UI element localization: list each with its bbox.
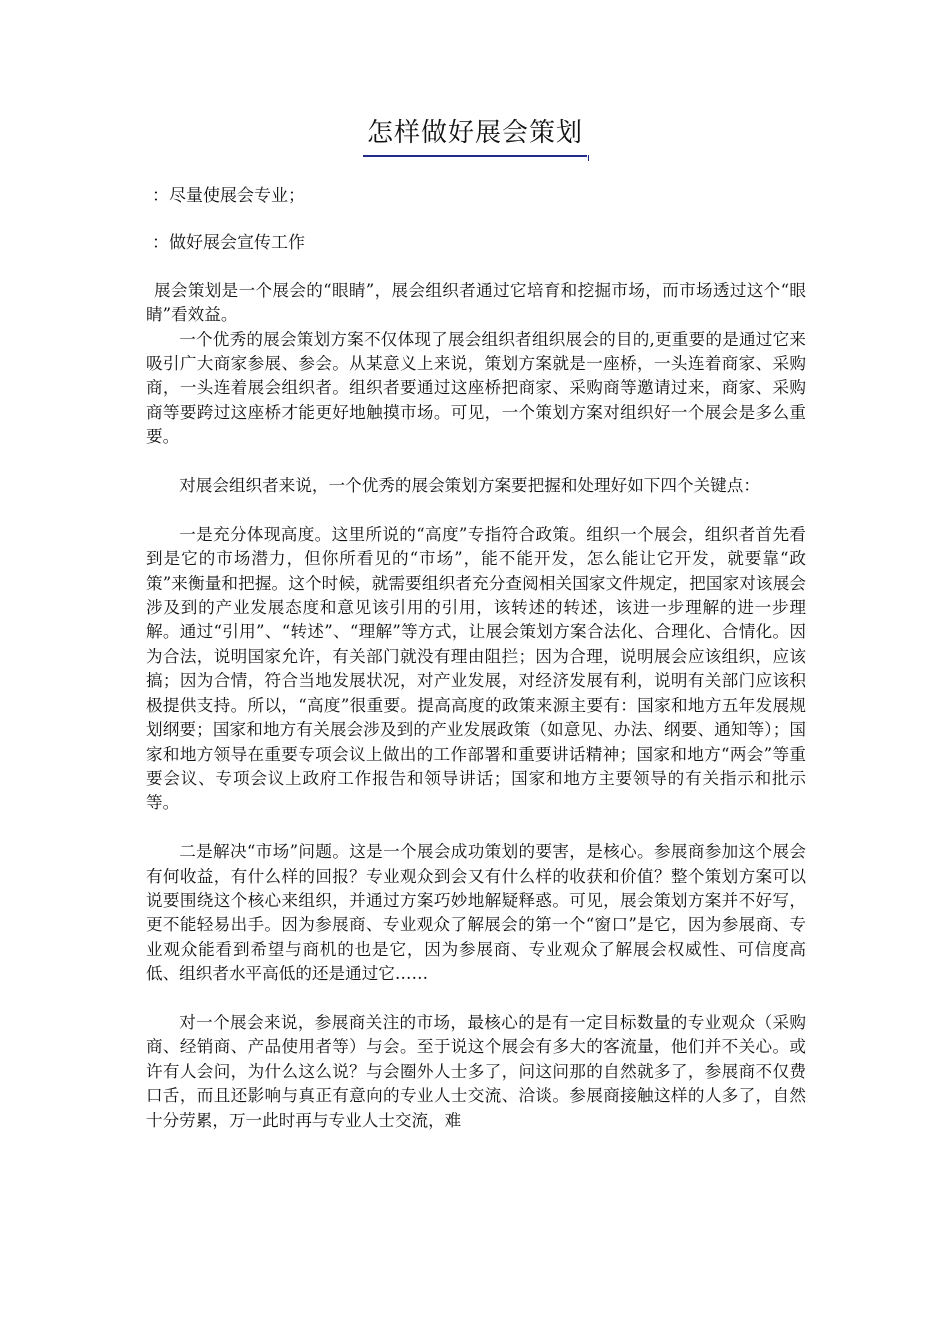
paragraph-gap (146, 987, 806, 1011)
document-body (146, 184, 806, 1133)
paragraph-gap (146, 498, 806, 522)
title-underline-mark (588, 155, 589, 161)
title-block (0, 112, 950, 157)
paragraph-gap (146, 450, 806, 474)
bullet-item-1: ：尽量使展会专业； (152, 186, 305, 206)
paragraph-3: 对展会组织者来说，一个优秀的展会策划方案要把握和处理好如下四个关键点： (179, 476, 760, 496)
paragraph-2: 一个优秀的展会策划方案不仅体现了展会组织者组织展会的目的,更重要的是通过它来吸引广大商家参展、参会。从某意义上来说，策划方案就是一座桥，一头连着商家、采购商，一头连着展会组织者。组织者要通过这座桥把商家、采购商等邀请过来，商家、采购商等要跨过这座桥才能更好地触摸市场。可见，一个策划方案对组织好一个展会是多么重要。 (146, 329, 806, 447)
bullet-item-2: ：做好展会宣传工作 (152, 233, 305, 254)
paragraph-6: 对一个展会来说，参展商关注的市场，最核心的是有一定目标数量的专业观众（采购商、经销商、产品使用者等）与会。至于说这个展会有多大的客流量，他们并不关心。或许有人会问，为什么这么说？与会圈外人士多了，问这问那的自然就多了，参展商不仅费口舌，而且还影响与真正有意向的专业人士交流、洽谈。参展商接触这样的人多了，自然十分劳累，万一此时再与专业人士交流，难 (146, 1012, 806, 1130)
paragraph-4: 一是充分体现高度。这里所说的“高度”专指符合政策。组织一个展会，组织者首先看到是它的市场潜力，但你所看见的“市场”，能不能开发，怎么能让它开发，就要靠“政策”来衡量和把握。这个时候，就需要组织者充分查阅相关国家文件规定，把国家对该展会涉及到的产业发展态度和意见该引用的引用，该转述的转述，该进一步理解的进一步理解。通过“引用”、“转述”、“理解”等方式，让展会策划方案合法化、合理化、合情化。因为合法，说明国家允许，有关部门就没有理由阻拦；因为合理，说明展会应该组织，应该搞；因为合情，符合当地发展状况，对产业发展，对经济发展有利，说明有关部门应该积极提供支持。所以，“高度”很重要。提高高度的政策来源主要有：国家和地方五年发展规划纲要；国家和地方有关展会涉及到的产业发展政策（如意见、办法、纲要、通知等）；国家和地方领导在重要专项会议上做出的工作部署和重要讲话精神；国家和地方“两会”等重要会议、专项会议上政府工作报告和领导讲话；国家和地方主要领导的有关指示和批示等。 (146, 524, 806, 813)
paragraph-intro: 展会策划是一个展会的“眼睛”，展会组织者通过它培育和挖掘市场，而市场透过这个“眼睛”看效益。 (146, 280, 806, 325)
paragraph-5: 二是解决“市场”问题。这是一个展会成功策划的要害，是核心。参展商参加这个展会有何收益，有什么样的回报？专业观众到会又有什么样的收获和价值？整个策划方案可以说要围绕这个核心来组织，并通过方案巧妙地解疑释惑。可见，展会策划方案并不好写，更不能轻易出手。因为参展商、专业观众了解展会的第一个“窗口”是它，因为参展商、专业观众能看到希望与商机的也是它，因为参展商、专业观众了解展会权威性、可信度高低、组织者水平高低的还是通过它…… (146, 842, 806, 984)
page-title (363, 112, 587, 157)
paragraph-gap (146, 816, 806, 840)
page-title-text: 怎样做好展会策划 (366, 118, 583, 148)
